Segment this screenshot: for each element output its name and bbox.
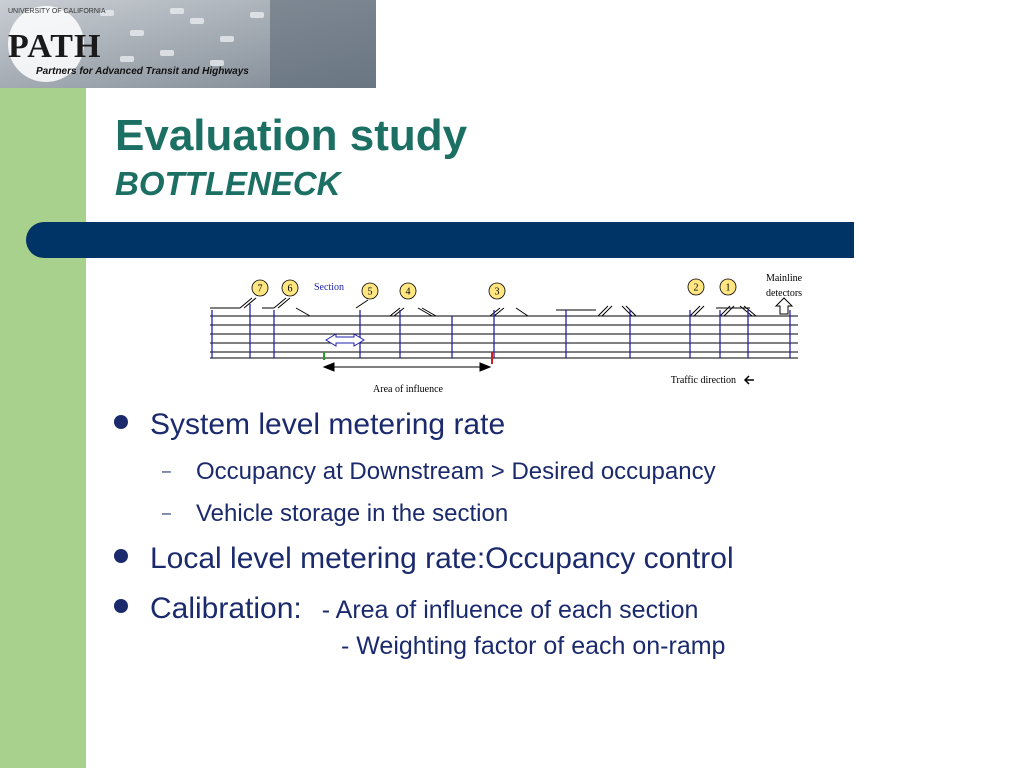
detector-lines	[212, 304, 790, 358]
dash-icon: –	[162, 463, 171, 480]
sub-bullet-text: Vehicle storage in the section	[196, 500, 509, 527]
bullet-text: System level metering rate	[150, 408, 506, 441]
bullet-text: Calibration:	[150, 592, 302, 625]
detector-2	[688, 279, 704, 295]
traffic-direction-label: Traffic direction	[670, 375, 736, 386]
detector-4-label: 4	[405, 286, 411, 298]
side-decoration	[0, 88, 86, 768]
area-of-influence-label: Area of influence	[373, 384, 443, 395]
bullet-item	[114, 408, 505, 442]
detector-1	[720, 279, 736, 295]
section-label: Section	[314, 282, 344, 293]
detector-2-label: 2	[693, 282, 699, 294]
detector-6	[282, 280, 298, 296]
mainline-label-line2: detectors	[765, 288, 803, 299]
mainline-label-line1: Mainline	[765, 273, 803, 284]
freeway-lanes	[210, 316, 798, 358]
sub-bullet-text: Occupancy at Downstream > Desired occupancy	[196, 458, 716, 485]
title-rule	[26, 222, 854, 258]
header-tagline: Partners for Advanced Transit and Highways	[36, 66, 249, 77]
detector-6-label: 6	[287, 283, 293, 295]
detector-7-label: 7	[257, 283, 263, 295]
header-banner	[0, 0, 376, 88]
bullet-dot-icon	[114, 599, 128, 613]
ramp-lines	[210, 298, 798, 316]
detector-5-label: 5	[367, 286, 373, 298]
bullet-dot-icon	[114, 549, 128, 563]
bullet-item	[114, 592, 698, 626]
detector-7	[252, 280, 268, 296]
detector-5	[362, 283, 378, 299]
calibration-detail: - Weighting factor of each on-ramp	[341, 632, 726, 660]
area-of-influence-arrow	[324, 363, 490, 371]
freeway-diagram	[200, 268, 820, 398]
section-arrow	[326, 334, 364, 346]
detector-4	[400, 283, 416, 299]
logo-word: PATH	[8, 28, 102, 65]
detector-3	[489, 283, 505, 299]
dash-icon: –	[162, 505, 171, 522]
traffic-direction-arrow-icon	[745, 376, 754, 384]
slide-subtitle: BOTTLENECK	[115, 165, 341, 202]
bullet-item	[114, 542, 734, 576]
sub-bullet-item	[162, 458, 716, 486]
sub-bullet-item	[162, 500, 508, 528]
detector-1-label: 1	[725, 282, 731, 294]
slide-title: Evaluation study	[115, 111, 468, 160]
bottleneck-diagram	[200, 268, 820, 403]
calibration-detail: - Area of influence of each section	[321, 596, 699, 624]
bullet-text: Local level metering rate:Occupancy control	[150, 542, 734, 575]
bullet-dot-icon	[114, 415, 128, 429]
detector-3-label: 3	[494, 286, 500, 298]
logo-seal-text: UNIVERSITY OF CALIFORNIA	[8, 8, 106, 15]
